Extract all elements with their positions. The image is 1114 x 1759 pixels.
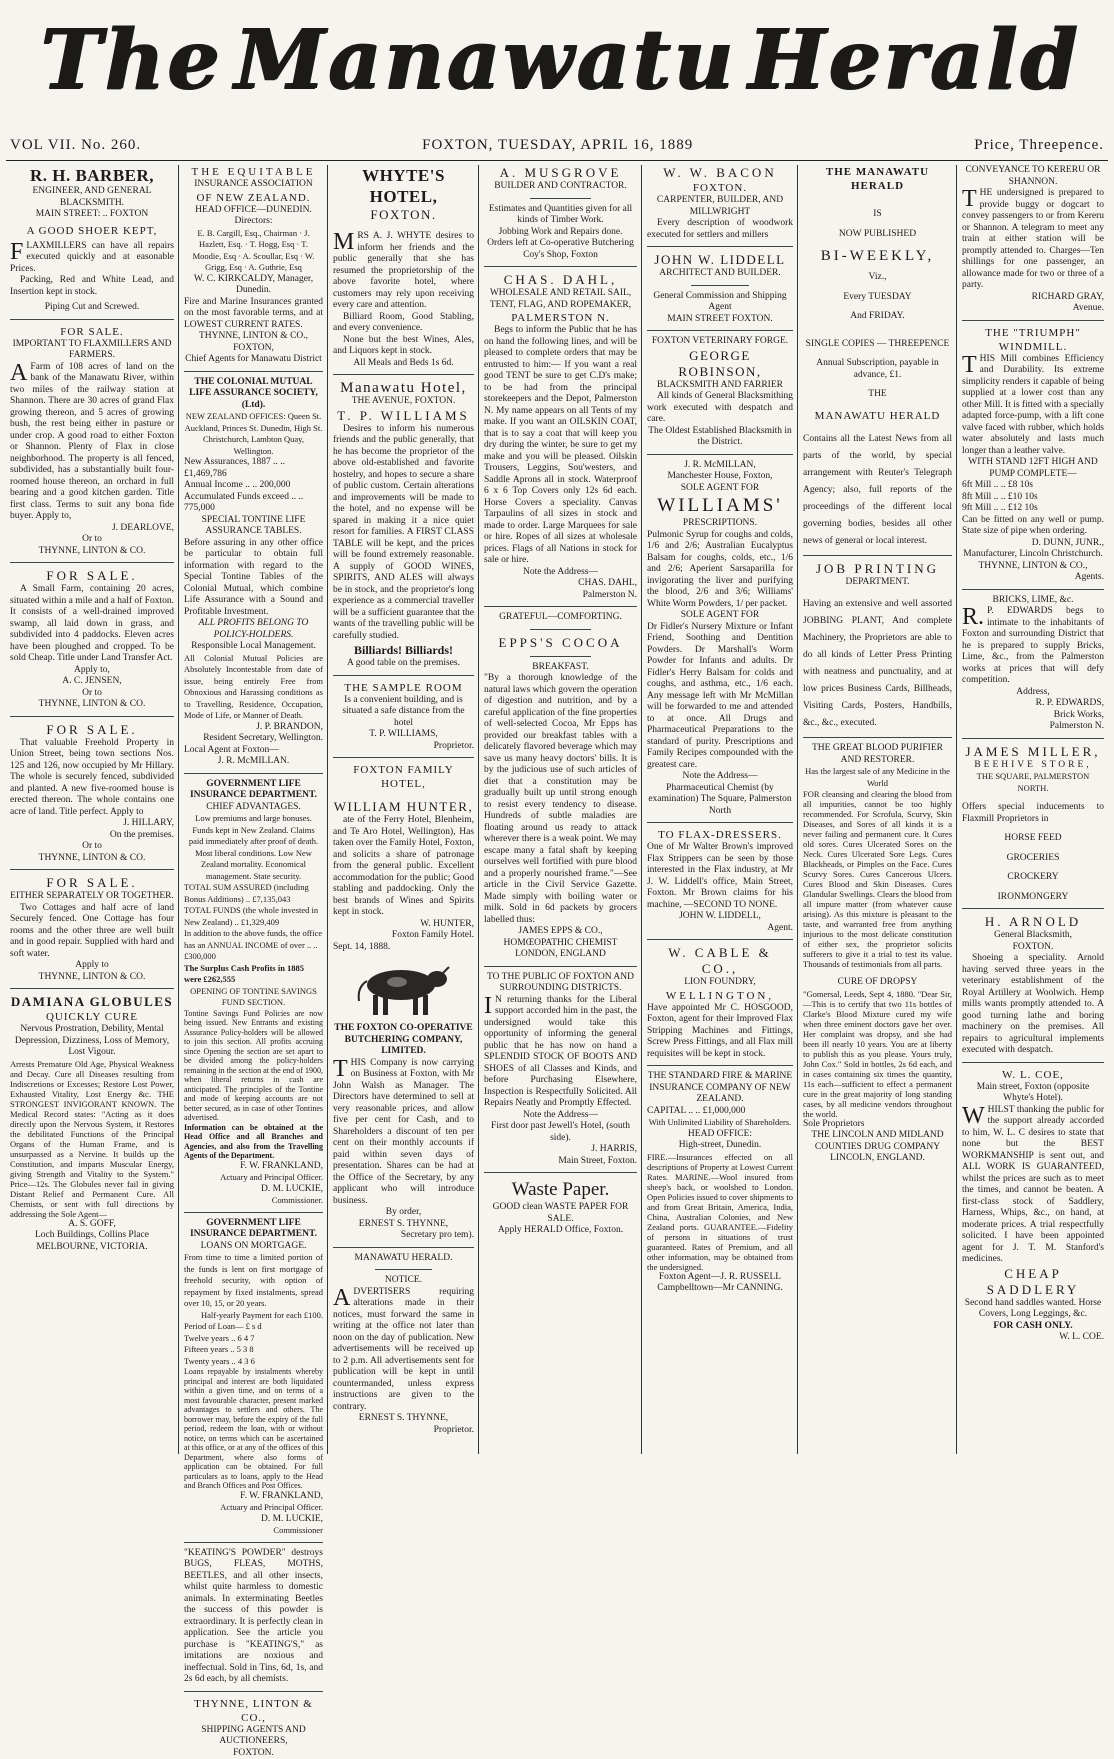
colonial-responsible: Responsible Local Management.: [184, 641, 323, 653]
gov2-body: From time to time a limited portion of the funds is lent on first mortgage of freehold security, with option of repayment by fixed instalments, spread over 10, 15, or 20 years.: [184, 1252, 323, 1310]
bricks-address: Address,: [962, 687, 1104, 699]
sale-1-body: AFarm of 108 acres of land on the bank of the Manawatu River, within two miles of the railway station at Shannon. There are 30 acres of grand Flax growing thereon, and 5 acres of growing bush, the rest being either in pasture or under crop. A good road to either Foxton or Shannon. Plenty of Flax in close neighborhood. The property is all fenced, subdivided, has a substantially built four-roomed house thereon, an orchard in full bearing and a good kitchen garden. Title first class. Terms to suit any bona fide buyer. Apply to,: [10, 362, 174, 523]
vet-name: GEORGE ROBINSON,: [647, 348, 793, 380]
equitable-title: THE EQUITABLE: [184, 165, 323, 179]
flax-sign: JOHN W. LIDDELL,: [647, 911, 793, 923]
mcmillan-note: Note the Address—: [647, 771, 793, 783]
gov2-table-row: Fifteen years .. 5 3 8: [184, 1344, 323, 1356]
conveyance-sign: RICHARD GRAY,: [962, 292, 1104, 304]
sale-4-subtitle: EITHER SEPARATELY OR TOGETHER.: [10, 891, 174, 903]
mcmillan-address: Pharmaceutical Chemist (by examination) The Square, Palmerston North: [647, 783, 793, 818]
sale-1-name: J. DEARLOVE,: [10, 523, 174, 535]
colonial-local-agent-2: J. R. McMILLAN.: [184, 756, 323, 768]
triumph-price-row: 6ft Mill .. .. £8 10s: [962, 480, 1104, 492]
column-7: [958, 165, 1108, 1454]
damiana-address: Loch Buildings, Collins Place MELBOURNE, VICTORIA.: [10, 1230, 174, 1253]
standard-head-office: HEAD OFFICE:: [647, 1129, 793, 1141]
flax-sign-2: Agent.: [647, 923, 793, 935]
bacon-subtitle: CARPENTER, BUILDER, AND MILLWRIGHT: [647, 195, 793, 218]
cheap-saddlery-title: CHEAP SADDLERY: [962, 1266, 1104, 1298]
epps-body: "By a thorough knowledge of the natural laws which govern the operation of digestion and nutrition, and by a careful application of the fine properties of well-selected Cocoa, Mr Epps has provided our breakfast tables with a delicately flavored beverage which may save us many heavy doctors' bills. It is by the judicious use of such articles of diet that a constitution may be gradually built up until strong enough to resist every tendency to disease. Hundreds of subtle maladies are floating around us ready to attack wherever there is a weak point. We may escape many a fatal shaft by keeping ourselves well fortified with pure blood and a properly nourished frame."—See article in the Civil Service Gazette. Made simply with boiling water or milk. Sold in 6d packets by grocers labelled thus:: [484, 673, 637, 926]
equitable-directors-label: Directors:: [184, 216, 323, 228]
liddell-title: JOHN W. LIDDELL: [647, 252, 793, 268]
flax-body: One of Mr Walter Brown's improved Flax Strippers can be seen by those interested in the Flax industry, at Mr J. W. Liddell's office, Main Street, Foxton. Mr Brown claims for his machine, —SECOND TO NONE.: [647, 842, 793, 911]
triumph-body-2: Can be fitted on any well or pump. State size of pipe when ordering.: [962, 515, 1104, 538]
family-hotel-name: WILLIAM HUNTER,: [333, 799, 474, 815]
job-printing-body: Having an extensive and well assorted JOBBING PLANT, And complete Machinery, the Proprietors are able to do all kinds of Letter Press Printing with neatness and punctuality, and at low prices Business Cards, Billheads, Visiting Cards, Posters, Handbills, &c., &c., executed.: [803, 596, 952, 732]
triumph-title: THE "TRIUMPH" WINDMILL.: [962, 326, 1104, 354]
sale-4-apply: Apply to: [10, 960, 174, 972]
barber-subtitle: ENGINEER, AND GENERAL BLACKSMITH.: [10, 186, 174, 209]
triumph-price-row: 8ft Mill .. .. £10 10s: [962, 492, 1104, 504]
mcmillan-williams: WILLIAMS': [647, 494, 793, 518]
place-date: FOXTON, TUESDAY, APRIL 16, 1889: [422, 137, 693, 154]
dahl-subtitle: WHOLESALE AND RETAIL SAIL, TENT, FLAG, AND ROPEMAKER,: [484, 288, 637, 311]
coe-body: WHILST thanking the public for the support already accorded to him, W. L. C desires to state that none but the BEST WORKMANSHIP is sent out, and ALL WORK IS GUARANTEED, whilst the prices are such as to meet the times, and cannot be beaten. A first-class stock of Saddlery, Harness, Whips, &c., on hand, at moderate prices. A trial respectfully solicited. I have been appointed agent for J. T. M. Stanford's medicines.: [962, 1105, 1104, 1266]
mcmillan-title: J. R. McMILLAN,: [647, 460, 793, 472]
gov2-loans: LOANS ON MORTGAGE.: [184, 1241, 323, 1253]
herald-notice-label: NOTICE.: [333, 1275, 474, 1287]
billiards-sub: A good table on the premises.: [333, 658, 474, 670]
gov1-funds: TOTAL FUNDS (the whole invested in New Zealand) .. £1,329,409: [184, 905, 323, 928]
barber-shoer: A GOOD SHOER KEPT,: [10, 224, 174, 238]
miller-line-2: GROCERIES: [962, 853, 1104, 865]
standard-capital-2: With Unlimited Liability of Shareholders.: [647, 1117, 793, 1129]
mcmillan-subtitle: Manchester House, Foxton,: [647, 471, 793, 483]
sale-1-subtitle: IMPORTANT TO FLAXMILLERS AND FARMERS.: [10, 339, 174, 362]
standard-body: FIRE.—Insurances effected on all descriptions of Property at Lowest Current Rates. MARINE.—Wool insured from sheep's back, or woolshed to London. Open Policies issued to cover shipments to and from Great Britain, America, India, China, Australian Colonies, and New Zealand ports. GUARANTEE.—Fidelity of persons in situations of trust guaranteed. Rates of Premium, and all other information, may be obtained from the undersigned.: [647, 1152, 793, 1272]
column-6: [799, 165, 956, 1454]
sale-3-or: Or to: [10, 841, 174, 853]
cow-illustration: [349, 957, 459, 1019]
gov2-table-row: Twenty years .. 4 3 6: [184, 1356, 323, 1368]
equitable-manager: W. C. KIRKCALDY, Manager, Dunedin.: [184, 274, 323, 297]
sale-1-title: FOR SALE.: [10, 325, 174, 339]
bacon-place: FOXTON.: [647, 181, 793, 195]
column-1: [6, 165, 178, 1454]
whyte-body: MRS A. J. WHYTE desires to inform her friends and the public generally that she has resumed the proprietorship of the above favorite hotel, where customers may rely upon receiving every care and attention.: [333, 231, 474, 312]
equitable-agent: THYNNE, LINTON & CO.,: [184, 331, 323, 343]
epps-subtitle: BREAKFAST.: [484, 662, 637, 674]
herald-ad-now: NOW PUBLISHED: [803, 229, 952, 241]
sale-3-name: J. HILLARY,: [10, 818, 174, 830]
family-hotel-sign: W. HUNTER,: [333, 919, 474, 931]
colonial-row-2: Annual Income .. .. 200,000: [184, 480, 323, 492]
triumph-sign-2: Manufacturer, Lincoln Christchurch.: [962, 549, 1104, 561]
whyte-title: WHYTE'S HOTEL,: [333, 165, 474, 207]
cable-place: WELLINGTON,: [647, 989, 793, 1003]
vet-body: All kinds of General Blacksmithing work executed with despatch and care.: [647, 391, 793, 426]
whyte-body-3: None but the best Wines, Ales, and Liquors kept in stock.: [333, 335, 474, 358]
mcmillan-body: Pulmonic Syrup for coughs and colds, 1/6 and 2/6; Australian Eucalyptus Balsam for coughs, colds, etc., 1/6 and 2/6; Aperient Sarsaparilla for invigorating the liver and purifying the blood, 2/6 and 3/6; Williams' White Worm Powders, 1/ per packet.: [647, 530, 793, 611]
dropsy-proprietors: Sole Proprietors: [803, 1119, 952, 1131]
barber-body-3: Piping Cut and Screwed.: [10, 302, 174, 314]
herald-notice-sign: ERNEST S. THYNNE,: [333, 1413, 474, 1425]
triumph-sign: D. DUNN, JUNR.,: [962, 538, 1104, 550]
colonial-local-agent: Local Agent at Foxton—: [184, 745, 323, 757]
barber-title: R. H. BARBER,: [10, 165, 174, 186]
sale-3-title: FOR SALE.: [10, 722, 174, 738]
damiana-subtitle: QUICKLY CURE: [10, 1010, 174, 1024]
bacon-title: W. W. BACON: [647, 165, 793, 181]
herald-ad-annual: Annual Subscription, payable in advance, £1.: [803, 358, 952, 381]
epps-tagline: GRATEFUL—COMFORTING.: [484, 612, 637, 624]
herald-notice-body: ADVERTISERS requiring alterations made in their notices, must forward the same in writing at the office not later than noon on the day of publication. New advertisements will be received up to 2 p.m. All advertisements sent for publication will be kept in until countermanded, unless express instructions are given to the contrary.: [333, 1287, 474, 1414]
dahl-body: Begs to inform the Public that he has on hand the following lines, and will be pleased to complete orders that may be entrusted to him:— If you want a real good TENT be sure to get C.D's make; to be had from the principal storekeepers and the Depot, Palmerston N. My name appears on all Tents of my make. If you want an OILSKIN COAT, that is to say a coat that will keep you dry during the winter, be sure to get my make and you will be pleased. Oilskin Trousers, Leggins, Sou'westers, and Saddle Aprons all in stock. Waterproof 6 x 6 Top Covers only 12s 6d each. Horse Covers a speciality. Canvas Tarpaulins of all sizes in stock and made to order. Large Marquees for sale or hire. Ropes of all sizes at wholesale prices. Flags of all Nations in stock for sale or hire.: [484, 325, 637, 567]
masthead: [40, 8, 1080, 108]
gov1-surplus: The Surplus Cash Profits in 1885 were £262,555: [184, 963, 323, 986]
colonial-tontine: SPECIAL TONTINE LIFE ASSURANCE TABLES.: [184, 515, 323, 538]
job-printing-title: JOB PRINTING: [803, 561, 952, 577]
co-op-body: THIS Company is now carrying on Business at Foxton, with Mr John Walsh as Manager. The Directors have determined to sell at very reasonable prices, and allow five per cent for Cash, and to Shareholders a discount of ten per cent on their monthly accounts if paid within seven days of presentation. Shares can be had at the Office of the Secretary, by any applicant who will introduce business.: [333, 1058, 474, 1208]
sale-4-title: FOR SALE.: [10, 875, 174, 891]
mcmillan-sole-2: SOLE AGENT FOR: [647, 610, 793, 622]
colonial-row-1: New Assurances, 1887 .. .. £1,469,786: [184, 457, 323, 480]
gov1-tontine-body: Tontine Savings Fund Policies are now being issued. New Entrants and existing Assurance Policy-holders will be allowed to join this section. All profits accruing since Opening the section are set apart to be divided among the policy-holders remaining in the section at the end of 1900, when liberal returns in cash are anticipated. The principles of the Tontine and mode of keeping accounts are not better secured, as in case of other Tontines advertised.: [184, 1009, 323, 1123]
standard-capital: CAPITAL .. .. £1,000,000: [647, 1106, 793, 1118]
epps-title: EPPS'S COCOA: [484, 635, 637, 651]
column-2: [180, 165, 327, 1454]
colonial-offices: NEW ZEALAND OFFICES: Queen St. Auckland, Princes St. Dunedin, High St. Christchurch, Lambton Quay, Wellington.: [184, 411, 323, 457]
barber-address: MAIN STREET: .. FOXTON: [10, 209, 174, 221]
header-rule: [6, 160, 1108, 161]
standard-sign-2: Campbelltown—Mr CANNING.: [647, 1283, 793, 1295]
barber-body: FLAXMILLERS can have all repairs executed quickly and at easonable Prices.: [10, 241, 174, 276]
billiards-heading: Billiards! Billiards!: [333, 642, 474, 658]
miller-address: THE SQUARE, PALMERSTON NORTH.: [962, 771, 1104, 794]
thynne-title: THYNNE, LINTON & CO.,: [184, 1697, 323, 1725]
sample-room-name: T. P. WILLIAMS,: [333, 729, 474, 741]
mcmillan-body-2: Dr Fidler's Nursery Mixture or Infant Friend, Soothing and Dentition Powders. Dr Marshall's Worm Powder for Infants and adults. Dr Fidler's Herry Balsam for colds and coughs, and asthma, etc., 1/6 each. Any message left with Mr McMillan will be forwarded to me and attended to at once. All Drugs and Pharmaceutical Preparations to the standard of purity. Prescriptions and Family Recipes compounded with the greatest care.: [647, 622, 793, 772]
cable-title: W. CABLE & CO.,: [647, 945, 793, 977]
gov2-title: GOVERNMENT LIFE INSURANCE DEPARTMENT.: [184, 1218, 323, 1241]
cable-subtitle: LION FOUNDRY,: [647, 977, 793, 989]
musgrove-body-2: Jobbing Work and Repairs done.: [484, 227, 637, 239]
column-5: [643, 165, 797, 1454]
equitable-agent-3: Chief Agents for Manawatu District: [184, 354, 323, 366]
masthead-word-herald: Herald: [748, 12, 1080, 108]
herald-ad-viz: Viz.,: [803, 272, 952, 284]
equitable-body: Fire and Marine Insurances granted on the most favorable terms, and at LOWEST CURRENT RATES.: [184, 297, 323, 332]
triumph-sign-4: Agents.: [962, 572, 1104, 584]
manawatu-hotel-name: T. P. WILLIAMS: [333, 408, 474, 424]
musgrove-subtitle: BUILDER AND CONTRACTOR.: [484, 181, 637, 193]
arnold-title: H. ARNOLD: [962, 914, 1104, 930]
herald-ad-title: THE MANAWATU HERALD: [803, 165, 952, 193]
blood-body: FOR cleansing and clearing the blood from all impurities, cannot be too highly recommended. For Scrofula, Scurvy, Skin Diseases, and Sores of all kinds it is a never failing and permanent cure. It Cures old sores. Cures Ulcerated Sores on the Neck. Cures Ulcerated Sore Legs. Cures Blackheads, or Pimples on the Face. Cures Scurvy Sores. Cures Cancerous Ulcers. Cures Blood and Skin Diseases. Cures Glandular Swellings. Clears the blood from all impure matter (from whatever cause arising). As this mixture is pleasant to the taste, and warranted free from anything injurious to the most delicate constitution of either sex, the proprietor solicits sufferers to give it a trial to test its value. Thousands of testimonials from all parts.: [803, 789, 952, 969]
public-notice-title: TO THE PUBLIC OF FOXTON AND SURROUNDING DISTRICTS.: [484, 972, 637, 995]
equitable-subtitle: INSURANCE ASSOCIATION: [184, 179, 323, 191]
dropsy-sign: THE LINCOLN AND MIDLAND COUNTIES DRUG COMPANY: [803, 1130, 952, 1153]
masthead-word-the: The: [40, 12, 222, 108]
family-hotel-body: ate of the Ferry Hotel, Blenheim, and Te Aro Hotel, Wellington), Has taken over the Family Hotel, Foxton, and solicits a share of patronage from the general public. Excellent accommodation for the public; Good stabling and paddocking. Only the best brands of Wines and Spirits kept in stock.: [333, 815, 474, 919]
arnold-subtitle: General Blacksmith,: [962, 930, 1104, 942]
miller-line-1: HORSE FEED: [962, 833, 1104, 845]
colonial-title: THE COLONIAL MUTUAL LIFE ASSURANCE SOCIETY, (Ltd).: [184, 377, 323, 412]
column-rule: [178, 165, 179, 1454]
sample-room-body: Is a convenient building, and is situated a safe distance from the hotel: [333, 695, 474, 730]
herald-ad-is: IS: [803, 209, 952, 221]
sale-3-premises: On the premises.: [10, 830, 174, 842]
sale-3-body: That valuable Freehold Property in Union Street, being town sections Nos. 125 and 126, now occupied by Mr Hillary. The whole is securely fenced, subdivided and planted. A new five-roomed house is erected thereon. The whole contains one acre of land. Title perfect. Apply to: [10, 738, 174, 819]
dropsy-body: "Gomersal, Leeds, Sept 4, 1880. "Dear Sir,—This is to certify that two 11s bottles of Clarke's Blood Mixture cured my wife when three eminent doctors gave her over. Her complaint was dropsy, and she had been ill nearly 10 years. You are at liberty to publish this as you please. Yours truly, John Cox." Sold in bottles, 2s 6d each, and in cases containing six times the quantity, 11s each—sufficient to effect a permanent cure in the great majority of long standing cases, by all medicine vendors throughout the world.: [803, 989, 952, 1119]
whyte-place: FOXTON.: [333, 207, 474, 223]
herald-ad-the: THE: [803, 389, 952, 401]
manawatu-hotel-subtitle: THE AVENUE, FOXTON.: [333, 396, 474, 408]
conveyance-sign-2: Avenue.: [962, 303, 1104, 315]
gov2-table-row: Twelve years .. 6 4 7: [184, 1333, 323, 1345]
sample-room-role: Proprietor.: [333, 741, 474, 753]
colonial-body-2: All Colonial Mutual Policies are Absolutely Incontestable from date of issue, being entirely Free from Obnoxious and Harassing conditions as to Travelling, Residence, Occupation, Mode of Life, or Manner of Death.: [184, 653, 323, 722]
herald-notice-title: MANAWATU HERALD.: [333, 1253, 474, 1265]
co-op-sign-2: Secretary pro tem).: [333, 1230, 474, 1242]
bricks-sign: R. P. EDWARDS,: [962, 698, 1104, 710]
coe-title: W. L. COE,: [962, 1068, 1104, 1082]
musgrove-body: Estimates and Quantities given for all kinds of Timber Work.: [484, 204, 637, 227]
blood-subtitle: Has the largest sale of any Medicine in the World: [803, 766, 952, 789]
job-printing-subtitle: DEPARTMENT.: [803, 577, 952, 589]
arnold-body: Shoeing a speciality. Arnold having served three years in the veterinary establishment of the Royal Artillery at Woolwich. Hemp mills wants promptly attended to. A good turning lathe and boring machinery on the premises. All repairs to agricultural implements executed with despatch.: [962, 953, 1104, 1057]
gov1-income: In addition to the above funds, the office has an ANNUAL INCOME of over .. .. £300,000: [184, 928, 323, 963]
vet-subtitle: BLACKSMITH AND FARRIER: [647, 380, 793, 392]
dateline: [10, 133, 1104, 157]
family-hotel-title: FOXTON FAMILY HOTEL,: [333, 763, 474, 791]
damiana-subtitle-2: Nervous Prostration, Debility, Mental Depression, Dizziness, Loss of Memory, Lost Vigour.: [10, 1024, 174, 1059]
standard-title: THE STANDARD FIRE & MARINE INSURANCE COMPANY OF NEW ZEALAND.: [647, 1071, 793, 1106]
gov1-advantages: CHIEF ADVANTAGES.: [184, 802, 323, 814]
co-op-title: THE FOXTON CO-OPERATIVE BUTCHERING COMPANY, LIMITED.: [333, 1023, 474, 1058]
gov1-sign: F. W. FRANKLAND,: [184, 1161, 323, 1173]
mcmillan-sole: SOLE AGENT FOR: [647, 483, 793, 495]
bricks-title: BRICKS, LIME, &c.: [962, 595, 1104, 607]
equitable-agent-2: FOXTON,: [184, 343, 323, 355]
gov2-half-yearly: Half-yearly Payment for each £100.: [184, 1310, 323, 1322]
gov1-sign-4: Commissioner.: [184, 1195, 323, 1207]
gov1-sign-2: Actuary and Principal Officer.: [184, 1172, 323, 1184]
sale-1-agent: THYNNE, LINTON & CO.: [10, 546, 174, 558]
herald-ad-day-1: Every TUESDAY: [803, 292, 952, 304]
gov2-body-2: Loans repayable by instalments whereby principal and interest are both liquidated within a given time, and on terms of a most favourable character, present marked advantages to settlers and others. The borrower may, before the expiry of the full period, redeem the loan, with or without notice, on terms which can be ascertained at this office, or at any of the offices of this Department, where also forms of application can be obtained. For full particulars as to loans, apply to the Head and Branch Offices and Post Offices.: [184, 1367, 323, 1491]
vet-title: FOXTON VETERINARY FORGE.: [647, 336, 793, 348]
sale-4-agent: THYNNE, LINTON & CO.: [10, 972, 174, 984]
sale-3-agent: THYNNE, LINTON & CO.: [10, 853, 174, 865]
dahl-title: CHAS. DAHL,: [484, 272, 637, 288]
musgrove-title: A. MUSGROVE: [484, 165, 637, 181]
damiana-title: DAMIANA GLOBULES: [10, 994, 174, 1010]
sale-2-apply: Apply to,: [10, 665, 174, 677]
conveyance-body: THE undersigned is prepared to provide buggy or dogcart to convey passengers to or from Kereru or Shannon. A telegram to meet any train at either station will be promptly attended to. Charges—Ten shillings for one passenger, an allowance made for two or three of a party.: [962, 188, 1104, 292]
musgrove-body-3: Orders left at Co-operative Butchering Coy's Shop, Foxton: [484, 238, 637, 261]
family-hotel-date: Sept. 14, 1888.: [333, 942, 474, 954]
gov2-sign-4: Commissioner: [184, 1525, 323, 1537]
sample-room-title: THE SAMPLE ROOM: [333, 681, 474, 695]
dahl-sign: CHAS. DAHL,: [484, 578, 637, 590]
volume-number: VOL VII. No. 260.: [10, 137, 141, 154]
standard-address: High-street, Dunedin.: [647, 1140, 793, 1152]
dahl-note: Note the Address—: [484, 567, 637, 579]
bricks-sign-2: Brick Works,: [962, 710, 1104, 722]
triumph-stand: WITH STAND 12FT HIGH AND PUMP COMPLETE—: [962, 457, 1104, 480]
masthead-word-manawatu: Manawatu: [234, 12, 736, 108]
herald-ad-price: SINGLE COPIES — THREEPENCE: [803, 339, 952, 351]
gov1-title: GOVERNMENT LIFE INSURANCE DEPARTMENT.: [184, 779, 323, 802]
column-3: [329, 165, 478, 1454]
gov2-sign-3: D. M. LUCKIE,: [184, 1514, 323, 1526]
damiana-agent: A. S. GOFF,: [10, 1219, 174, 1231]
sale-2-or: Or to: [10, 688, 174, 700]
miller-subtitle: BEEHIVE STORE,: [962, 760, 1104, 772]
epps-sign-3: LONDON, ENGLAND: [484, 949, 637, 961]
manawatu-hotel-body: Desires to inform his numerous friends and the public generally, that he has become the proprietor of the above old-established and favorite hostelry, and hopes to secure a share of public custom. Certain alterations and improvements will be made to the hotel, and no expense will be spared in making it a nice quiet resort for families. A FIRST CLASS TABLE will be kept, and the prices will be found extremely reasonable. A supply of GOOD WINES, SPIRITS, AND ALES will always be in stock, and the proprietor's long experience as a commercial traveller will be a sufficient guarantee that the wants of the travelling public will be carefully studied.: [333, 424, 474, 643]
colonial-secretary: J. P. BRANDON,: [184, 722, 323, 734]
sale-4-body: Two Cottages and half acre of land Securely fenced. One Cottage has four rooms and the other three are well built and in good repair. Supplied with hard and soft water.: [10, 903, 174, 961]
column-rule: [641, 165, 642, 1454]
miller-line-3: CROCKERY: [962, 872, 1104, 884]
triumph-body: THIS Mill combines Efficiency and Durability. Its extreme simplicity renders it capable of being supplied at a lower cost than any other Mill. It is fitted with a specially adapted force-pump, with a lift cone valve faced with rubber, which holds water absolutely and lasts much longer than a leather valve.: [962, 354, 1104, 458]
sale-2-body: A Small Farm, containing 20 acres, situated within a mile and a half of Foxton. It consists of a well-drained improved swamp, all laid down in grass, and subdivided into 4 paddocks. Eleven acres have been ploughed and cropped. To be sold Cheap. Title under Land Transfer Act.: [10, 584, 174, 665]
column-rule: [327, 165, 328, 1454]
gov1-sum: TOTAL SUM ASSURED (including Bonus Additions) .. £7,135,043: [184, 882, 323, 905]
gov1-sign-3: D. M. LUCKIE,: [184, 1184, 323, 1196]
herald-notice-sign-2: Proprietor.: [333, 1425, 474, 1437]
family-hotel-sign-2: Foxton Family Hotel.: [333, 930, 474, 942]
whyte-body-2: Billiard Room, Good Stabling, and every convenience.: [333, 312, 474, 335]
cheap-saddlery-cash: FOR CASH ONLY.: [962, 1321, 1104, 1333]
co-op-sign: ERNEST S. THYNNE,: [333, 1219, 474, 1231]
dropsy-title: CURE OF DROPSY: [803, 977, 952, 989]
dropsy-sign-2: LINCOLN, ENGLAND.: [803, 1153, 952, 1165]
gov1-tontine: OPENING OF TONTINE SAVINGS FUND SECTION.: [184, 986, 323, 1009]
public-notice-sign: J. HARRIS,: [484, 1144, 637, 1156]
miller-body: Offers special inducements to Flaxmill Proprietors in: [962, 802, 1104, 825]
dahl-sign-2: Palmerston N.: [484, 590, 637, 602]
conveyance-title: CONVEYANCE TO KERERU OR SHANNON.: [962, 165, 1104, 188]
dahl-place: PALMERSTON N.: [484, 311, 637, 325]
public-notice-sign-2: Main Street, Foxton.: [484, 1156, 637, 1168]
miller-title: JAMES MILLER,: [962, 744, 1104, 760]
mcmillan-prescriptions: PRESCRIPTIONS.: [647, 518, 793, 530]
waste-paper-body: GOOD clean WASTE PAPER FOR SALE.: [484, 1202, 637, 1225]
liddell-subtitle: ARCHITECT AND BUILDER.: [647, 268, 793, 280]
bricks-body: R.P. EDWARDS begs to intimate to the inhabitants of Foxton and surrounding District that he is prepared to supply Bricks, Lime, &c., from the Palmerston works at prices that will defy competition.: [962, 606, 1104, 687]
thynne-subtitle: SHIPPING AGENTS AND AUCTIONEERS,: [184, 1725, 323, 1748]
bricks-sign-3: Palmerston N.: [962, 721, 1104, 733]
cheap-saddlery-sign: W. L. COE.: [962, 1332, 1104, 1344]
waste-paper-apply: Apply HERALD Office, Foxton.: [484, 1225, 637, 1237]
damiana-body: Arrests Premature Old Age, Physical Weakness and Decay. Cure all Diseases resulting from Indiscretions or Excesses; Restore Lost Power, Exhausted Vitality, Lost Energy &c. THE STRONGEST INVIGORANT KNOWN. The Medical Record states: "Acting as it does directly upon the Nervous System, it Restores the debilitated Functions of the Principal Organs of the Human Frame, and is unsurpassed as a Nervine. It builds up the Constitution, and imparts Muscular Energy, giving Strength and Vitality to the System." Price—12s. The Globules never fail in giving Distant Relief and Permanent Cure. All Chemists, or sent with full directions by addressing the Sole Agent—: [10, 1059, 174, 1219]
manawatu-hotel-title: Manawatu Hotel,: [333, 380, 474, 396]
liddell-body: General Commission and Shipping Agent: [647, 291, 793, 314]
price: Price, Threepence.: [974, 137, 1104, 154]
miller-line-4: IRONMONGERY: [962, 892, 1104, 904]
column-4: [480, 165, 641, 1454]
column-rule: [478, 165, 479, 1454]
colonial-secretary-2: Resident Secretary, Wellington.: [184, 733, 323, 745]
equitable-directors: E. B. Cargill, Esq., Chairman · J. Hazlett, Esq. · T. Hogg, Esq · T. Moodie, Esq · A. Scoullar, Esq · W. Grigg, Esq · A. Guthrie, Esq: [184, 228, 323, 274]
thynne-place: FOXTON.: [184, 1748, 323, 1759]
co-op-order: By order,: [333, 1207, 474, 1219]
sale-2-name: A. C. JENSEN,: [10, 676, 174, 688]
coe-address: Main street, Foxton (opposite Whyte's Hotel).: [962, 1082, 1104, 1105]
whyte-meals: All Meals and Beds 1s 6d.: [333, 358, 474, 370]
column-rule: [797, 165, 798, 1454]
public-notice-note: Note the Address—: [484, 1110, 637, 1122]
epps-sign-2: HOMŒOPATHIC CHEMIST: [484, 938, 637, 950]
cable-body: Have appointed Mr C. HOSGOOD, Foxton, agent for their Improved Flax Stripping Machines and Fittings, Screw Press Fittings, and all Flax mill requisites will be kept in stock.: [647, 1003, 793, 1061]
bacon-body: Every description of woodwork executed for settlers and millers: [647, 218, 793, 241]
gov2-table-row: Period of Loan— £ s d: [184, 1321, 323, 1333]
blood-title: THE GREAT BLOOD PURIFIER AND RESTORER.: [803, 743, 952, 766]
epps-sign: JAMES EPPS & CO.,: [484, 926, 637, 938]
barber-body-2: Packing, Red and White Lead, and Insertion kept in stock.: [10, 275, 174, 298]
vet-body-2: The Oldest Established Blacksmith in the District.: [647, 426, 793, 449]
public-notice-address: First door past Jewell's Hotel, (south side).: [484, 1121, 637, 1144]
column-rule: [956, 165, 957, 1454]
equitable-head-office: HEAD OFFICE—DUNEDIN.: [184, 205, 323, 217]
colonial-row-3: Accumulated Funds exceed .. .. 775,000: [184, 492, 323, 515]
sale-2-agent: THYNNE, LINTON & CO.: [10, 699, 174, 711]
triumph-price-row: 9ft Mill .. .. £12 10s: [962, 503, 1104, 515]
arnold-place: FOXTON.: [962, 942, 1104, 954]
herald-ad-day-2: And FRIDAY.: [803, 311, 952, 323]
colonial-body: Before assuring in any other office be particular to obtain full information with regard to the Special Tontine Tables of the Colonial Mutual, which combine Life Assurance with a Sound and Profitable Investment.: [184, 538, 323, 619]
sale-2-title: FOR SALE.: [10, 568, 174, 584]
standard-sign: Foxton Agent—J. R. RUSSELL: [647, 1272, 793, 1284]
gov1-body: Low premiums and large bonuses. Funds kept in New Zealand. Claims paid immediately after proof of death. Most liberal conditions. Low New Zealand mortality. Economical management. State security.: [184, 813, 323, 882]
gov1-info: Information can be obtained at the Head Office and all Branches and Agencies, and also from the Travelling Agents of the Department.: [184, 1123, 323, 1161]
herald-ad-body: Contains all the Latest News from all parts of the world, by special arrangement with Reuter's Telegraph Agency; also, full reports of the proceedings of the different local governing bodies, besides all other news of general or local interest.: [803, 431, 952, 550]
public-notice-body: IN returning thanks for the Liberal support accorded him in the past, the undersigned would take this opportunity of informing the general public that he has now on hand a SPLENDID STOCK OF BOOTS AND SHOES of all Classes and Kinds, and before Purchasing Elsewhere, Inspection is Respectfully Solicited. All Repairs Neatly and Promptly Effected.: [484, 995, 637, 1110]
sale-1-or: Or to: [10, 534, 174, 546]
flax-title: TO FLAX-DRESSERS.: [647, 828, 793, 842]
triumph-sign-3: THYNNE, LINTON & CO.,: [962, 561, 1104, 573]
herald-ad-name: MANAWATU HERALD: [803, 409, 952, 423]
keatings-body: "KEATING'S POWDER" destroys BUGS, FLEAS, MOTHS, BEETLES, and all other insects, whilst quite harmless to domestic animals. In exterminating Beetles the success of this powder is extraordinary. It is perfectly clean in application. See the article you purchase is "KEATING'S," as imitations are noxious and ineffectual. Sold in Tins, 6d, 1s, and 2s 6d each, by all chemists.: [184, 1548, 323, 1686]
liddell-address: MAIN STREET FOXTON.: [647, 314, 793, 326]
gov2-sign-2: Actuary and Principal Officer.: [184, 1502, 323, 1514]
cheap-saddlery-body: Second hand saddles wanted. Horse Covers, Long Leggings, &c.: [962, 1298, 1104, 1321]
equitable-subtitle-2: OF NEW ZEALAND.: [184, 191, 323, 205]
waste-paper-title: Waste Paper.: [484, 1178, 637, 1202]
gov2-sign: F. W. FRANKLAND,: [184, 1491, 323, 1503]
herald-ad-bi-weekly: BI-WEEKLY,: [803, 248, 952, 264]
colonial-profits: ALL PROFITS BELONG TO POLICY-HOLDERS.: [184, 618, 323, 641]
